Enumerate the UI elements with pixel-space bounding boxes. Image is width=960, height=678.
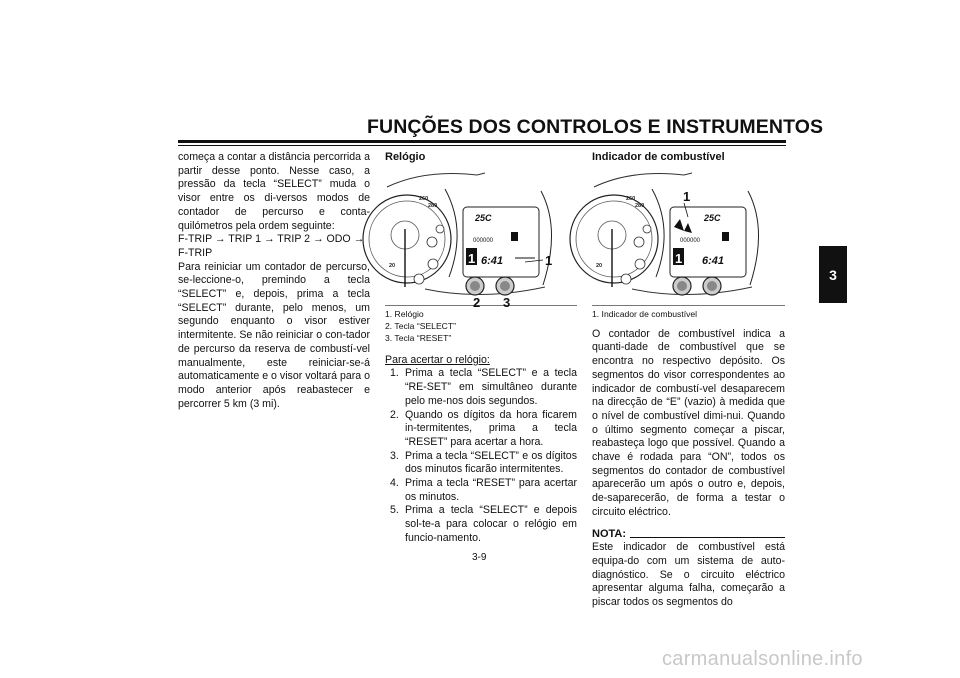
lcd-gear: 1 <box>468 250 476 266</box>
chapter-tab: 3 <box>819 246 847 303</box>
lcd-odometer: 000000 <box>680 237 701 244</box>
note-label: NOTA: <box>592 527 627 540</box>
clock-captions <box>385 308 577 344</box>
lcd-gear: 1 <box>675 250 683 266</box>
tick-280: 280 <box>428 202 438 209</box>
fuel-figure <box>592 169 784 299</box>
fuel-description <box>592 328 785 520</box>
instrument-cluster-fuel-illustration <box>592 169 784 299</box>
header-rule-thin <box>178 145 786 146</box>
lcd-odometer: 000000 <box>473 237 494 244</box>
column-1 <box>178 151 370 411</box>
tick-20: 20 <box>596 262 603 269</box>
col1-paragraph-3: Para reiniciar um contador de percurso, se-leccione-o, premindo a tecla “SELECT” e, depois, prima a tecla “SELECT” durante, pelo menos, um segundo enquanto o visor estiver intermitente. Se não reiniciar o con-tador de percurso da reserva de combustí-vel manualmente, este reiniciar-se-á automaticamente e o visor voltará para o modo anterior após reabastecer e percorrer 5 km (3 mi). <box>178 260 370 410</box>
callout-2: 2 <box>473 294 481 310</box>
tick-20: 20 <box>389 262 396 269</box>
header-rule-thick <box>178 140 786 143</box>
page-header-title: FUNÇÕES DOS CONTROLOS E INSTRUMENTOS <box>367 116 824 138</box>
note-heading <box>592 528 785 542</box>
lcd-clock: 6:41 <box>481 254 504 267</box>
clock-steps-list <box>385 367 577 545</box>
fuel-gauge-heading: Indicador de combustível <box>592 151 725 163</box>
caption-2: 2. Tecla “SELECT” <box>385 320 457 331</box>
clock-setting-subheading: Para acertar o relógio: <box>385 353 490 366</box>
step-item: 1. Prima a tecla “SELECT” e a tecla “RE-SET” em simultâneo durante pelo me-nos dois segundos. <box>390 367 577 407</box>
note-text: Este indicador de combustível está equipa-do com um sistema de auto-diagnóstico. Se o circuito eléctrico apresentar alguma falha, começarão a piscar todos os segmentos do <box>592 541 785 609</box>
step-item: 4. Prima a tecla “RESET” para acertar os minutos. <box>390 477 577 503</box>
column-3 <box>592 151 785 610</box>
lcd-clock: 6:41 <box>702 254 725 267</box>
instrument-cluster-illustration <box>385 169 577 310</box>
note-rule <box>630 537 785 538</box>
fuel-captions <box>592 308 785 320</box>
column-2 <box>385 151 577 546</box>
caption-divider <box>385 305 577 306</box>
callout-1: 1 <box>545 252 553 268</box>
step-item: 5. Prima a tecla “SELECT” e depois sol-te-a para colocar o relógio em funcio-namento. <box>390 504 577 544</box>
tick-260: 260 <box>419 195 429 202</box>
caption-divider <box>592 305 785 306</box>
col1-paragraph-1: começa a contar a distância percorrida a partir desse ponto. Nesse caso, a pressão da tecla “SELECT” muda o visor entre os di-versos modos de contador de percurso e conta-quilómetros pela ordem seguinte: <box>178 151 370 232</box>
caption-1: 1. Indicador de combustível <box>592 308 698 319</box>
step-item: 2. Quando os dígitos da hora ficarem in-termitentes, prima a tecla “RESET” para acertar a hora. <box>390 408 577 448</box>
caption-1: 1. Relógio <box>385 308 424 319</box>
watermark: carmanualsonline.info <box>662 648 863 670</box>
caption-3: 3. Tecla “RESET” <box>385 332 452 343</box>
clock-figure <box>385 169 577 310</box>
lcd-temperature: 25C <box>704 212 721 223</box>
callout-3: 3 <box>503 294 511 310</box>
col1-paragraph-2: F-TRIP → TRIP 1 → TRIP 2 → ODO → F-TRIP <box>178 233 365 259</box>
clock-heading: Relógio <box>385 151 426 163</box>
page-number: 3-9 <box>472 552 487 563</box>
fuel-paragraph: O contador de combustível indica a quanti-dade de combustível que se encontra no respectivo depósito. Os segmentos do visor correspondentes ao indicador de combustí-vel desaparecem na direcção de “E” (vazio) à medida que o nível de combustível dimi-nui. Quando o último segmento começar a piscar, reabasteça logo que possível. Quando a chave é rodada para “ON”, todos os segmentos do contador de combustível aparecerão um após o outro e, depois, de-saparecerão, de forma a testar o circuito eléctrico. <box>592 327 785 518</box>
lcd-temperature: 25C <box>475 212 492 223</box>
tick-260: 260 <box>626 195 636 202</box>
step-item: 3. Prima a tecla “SELECT” e os dígitos dos minutos ficarão intermitentes. <box>390 449 577 476</box>
tick-280: 280 <box>635 202 645 209</box>
note-body <box>592 541 785 610</box>
callout-1: 1 <box>683 188 691 204</box>
